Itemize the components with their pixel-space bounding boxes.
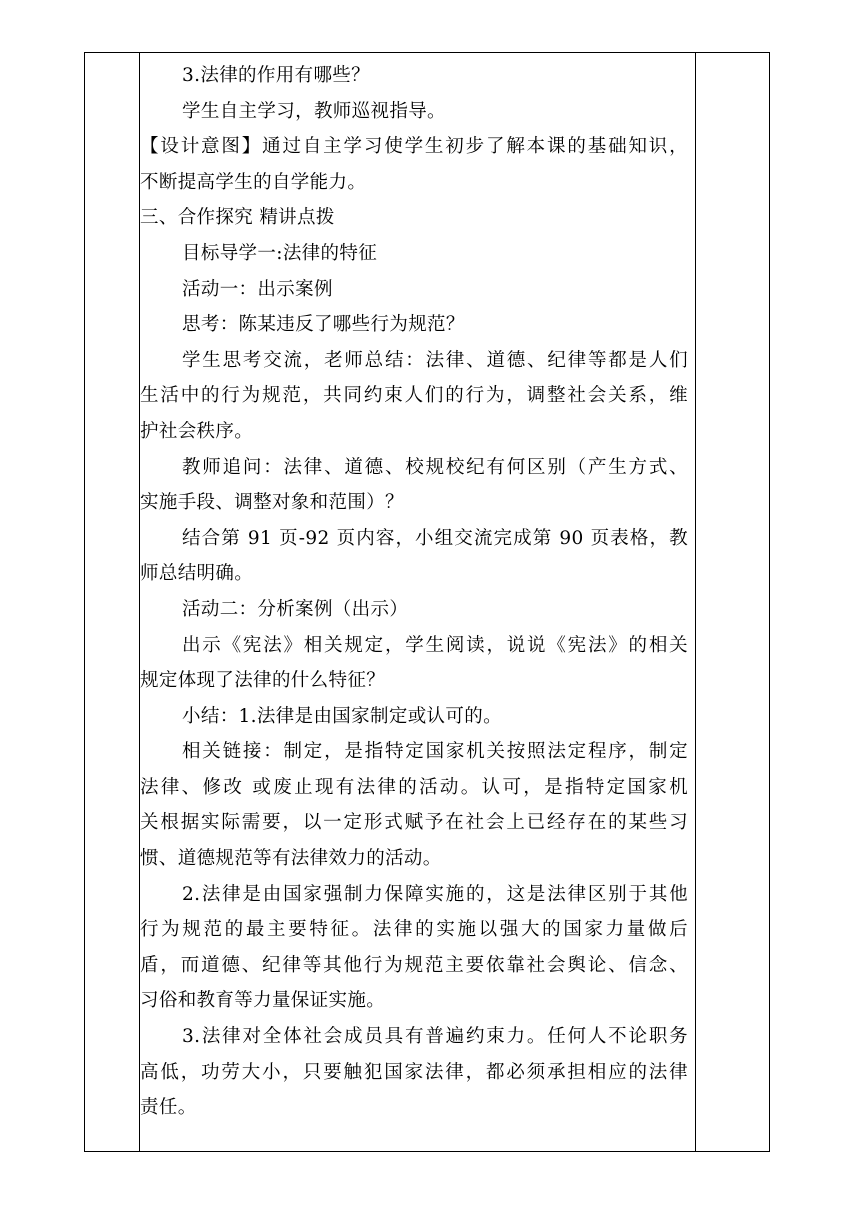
text-line: 责任。 [140,1097,197,1119]
text-line: 相关链接：制定，是指特定国家机关按照法定程序，制定 [182,741,688,763]
text-line: 师总结明确。 [140,563,254,585]
lesson-content-cell [140,58,688,1126]
text-line: 关根据实际需要，以一定形式赋予在社会上已经存在的某些习 [140,812,688,834]
text-line: 2.法律是由国家强制力保障实施的，这是法律区别于其他 [182,883,688,905]
text-line: 行为规范的最主要特征。法律的实施以强大的国家力量做后 [140,919,688,941]
text-line: 思考：陈某违反了哪些行为规范？ [182,314,465,336]
text-line: 【设计意图】通过自主学习使学生初步了解本课的基础知识， [140,136,688,158]
text-line: 活动一：出示案例 [182,278,333,300]
text-line: 3.法律的作用有哪些？ [182,65,371,86]
table-column-divider-right [695,53,696,1151]
text-line: 三、合作探究 精讲点拨 [140,207,335,229]
text-line: 法律、修改 或废止现有法律的活动。认可，是指特定国家机 [140,776,688,798]
text-line: 生活中的行为规范，共同约束人们的行为，调整社会关系，维 [140,385,688,407]
text-line: 小结：1.法律是由国家制定或认可的。 [182,705,502,727]
text-line: 活动二：分析案例（出示） [182,598,409,620]
text-line: 不断提高学生的自学能力。 [140,171,367,193]
text-line: 实施手段、调整对象和范围）？ [140,492,404,514]
text-line: 护社会秩序。 [140,420,254,442]
text-line: 3.法律对全体社会成员具有普遍约束力。任何人不论职务 [182,1026,688,1048]
text-line: 规定体现了法律的什么特征？ [140,670,386,692]
text-line: 盾，而道德、纪律等其他行为规范主要依靠社会舆论、信念、 [140,954,688,976]
text-line: 惯、道德规范等有法律效力的活动。 [140,848,442,870]
text-line: 目标导学一:法律的特征 [182,242,378,264]
text-line: 学生思考交流，老师总结：法律、道德、纪律等都是人们 [182,349,688,371]
text-line: 出示《宪法》相关规定，学生阅读，说说《宪法》的相关 [182,634,688,656]
text-line: 学生自主学习，教师巡视指导。 [182,100,446,122]
text-line: 教师追问：法律、道德、校规校纪有何区别（产生方式、 [182,456,688,478]
text-line: 高低，功劳大小，只要触犯国家法律，都必须承担相应的法律 [140,1061,688,1083]
text-line: 结合第 91 页-92 页内容，小组交流完成第 90 页表格，教 [182,527,688,549]
text-line: 习俗和教育等力量保证实施。 [140,990,386,1012]
